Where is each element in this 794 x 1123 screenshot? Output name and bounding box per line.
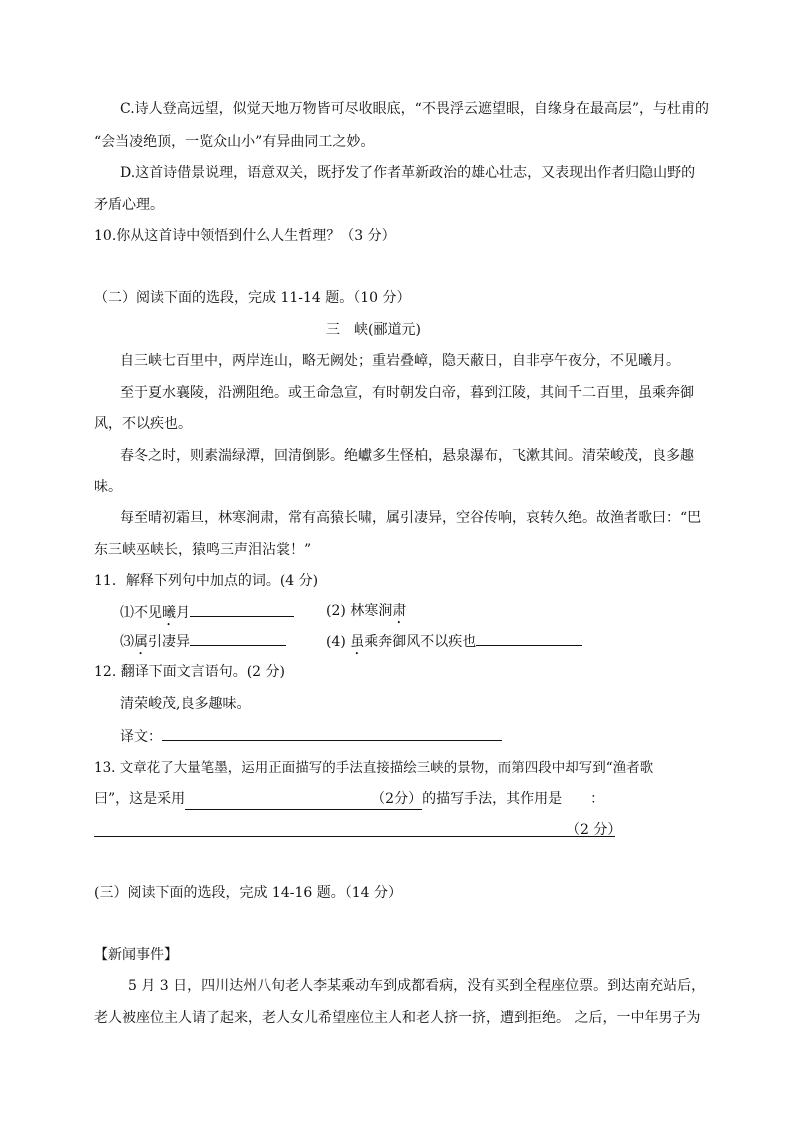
passage-paragraph-3-line1: 春冬之时，则素湍绿潭，回清倒影。绝巘多生怪柏，悬泉瀑布，飞漱其间。清荣峻茂，良多趣 — [120, 448, 694, 464]
q13-stem-line1: 13. 文章花了大量笔墨，运用正面描写的手法直接描绘三峡的景物，而第四段中却写到“渔者歌 — [94, 760, 654, 776]
q9-option-c-line2: “会当凌绝顶，一览众山小”有异曲同工之妙。 — [94, 134, 375, 150]
q12-translation-line — [120, 725, 502, 747]
q12-translation-blank[interactable] — [162, 725, 502, 741]
q13-stem-line2-start: 曰”，这是采用 — [94, 791, 186, 807]
q11-item-4-prefix: (4) — [326, 634, 351, 650]
section3-heading: (三）阅读下面的选段，完成 14-16 题。（14 分） — [94, 885, 402, 901]
q11-item-3-dotted-word: 属 — [134, 634, 148, 650]
q9-option-c-line1: C.诗人登高远望，似觉天地万物皆可尽收眼底，“不畏浮云遮望眼，自缘身在最高层”，与杜甫的 — [120, 101, 709, 117]
q13-effect-points: （2 分） — [566, 822, 622, 838]
q13-stem-line2 — [94, 789, 604, 810]
q11-stem: 11．解释下列句中加点的词。(4 分) — [94, 573, 319, 589]
news-paragraph-line2: 老人被座位主人请了起来，老人女儿希望座位主人和老人挤一挤，遭到拒绝。 之后，一中年男子为 — [94, 1010, 701, 1026]
q11-item-2-prefix: (2) 林寒涧 — [326, 603, 393, 619]
q11-item-1-suffix: 月 — [176, 605, 190, 621]
q11-item-3-answer-blank[interactable] — [190, 630, 286, 646]
passage-paragraph-3-line2: 味。 — [94, 479, 122, 495]
q13-stem-line2-end: 的描写手法，其作用是 ： — [422, 791, 605, 807]
passage-paragraph-4-line1: 每至晴初霜旦，林寒涧肃，常有高猿长啸，属引凄异，空谷传响，哀转久绝。故渔者歌曰：“巴 — [120, 510, 702, 526]
q11-item-1-answer-blank[interactable] — [190, 601, 294, 617]
q10-question: 10.你从这首诗中领悟到什么人生哲理？（3 分） — [94, 228, 396, 244]
q11-item-1-dotted-word: 曦 — [162, 605, 176, 621]
passage-paragraph-4-line2: 东三峡巫峡长，猿鸣三声泪沾裳！” — [94, 542, 312, 558]
q11-item-4-answer-blank[interactable] — [476, 630, 582, 646]
passage-author: (郦道元) — [368, 322, 421, 338]
news-event-tag: 【新闻事件】 — [94, 947, 178, 963]
passage-paragraph-2-line1: 至于夏水襄陵，沿溯阻绝。或王命急宣，有时朝发白帝，暮到江陵，其间千二百里，虽乘奔御 — [120, 385, 694, 401]
q13-method-points: （2分） — [371, 791, 423, 807]
q11-item-4 — [326, 630, 582, 658]
news-paragraph-line1: 5 月 3 日，四川达州八旬老人李某乘动车到成都看病，没有买到全程座位票。到达南充站后， — [128, 978, 706, 994]
q13-method-blank[interactable] — [185, 789, 422, 810]
q11-item-3-prefix: ⑶ — [120, 634, 134, 650]
q12-translation-label: 译文： — [120, 729, 162, 745]
q11-item-2-dotted-word: 肃 — [392, 603, 407, 619]
q11-item-3-suffix: 引凄异 — [148, 634, 190, 650]
q11-item-1-prefix: ⑴不见 — [120, 605, 162, 621]
section2-heading: （二）阅读下面的选段，完成 11-14 题。（10 分） — [94, 290, 411, 306]
q11-item-2 — [326, 601, 406, 627]
passage-paragraph-1: 自三峡七百里中，两岸连山，略无阙处；重岩叠嶂，隐天蔽日，自非亭午夜分，不见曦月。 — [120, 353, 680, 369]
q12-stem: 12. 翻译下面文言语句。(2 分) — [94, 664, 285, 680]
q12-sentence: 清荣峻茂,良多趣味。 — [120, 696, 251, 712]
q13-effect-blank[interactable] — [94, 836, 615, 837]
passage-paragraph-2-line2: 风，不以疾也。 — [94, 416, 192, 432]
q11-item-4-suffix: 乘奔御风不以疾也 — [364, 634, 477, 650]
passage-title-text: 三 峡 — [326, 322, 368, 338]
passage-title — [326, 320, 421, 340]
q9-option-d-line2: 矛盾心理。 — [94, 197, 164, 213]
q11-item-3 — [120, 630, 286, 658]
q11-item-1 — [120, 601, 294, 629]
q11-item-4-dotted-word: 虽 — [350, 634, 365, 650]
q9-option-d-line1: D.这首诗借景说理，语意双关，既抒发了作者革新政治的雄心壮志，又表现出作者归隐山野的 — [120, 165, 696, 181]
